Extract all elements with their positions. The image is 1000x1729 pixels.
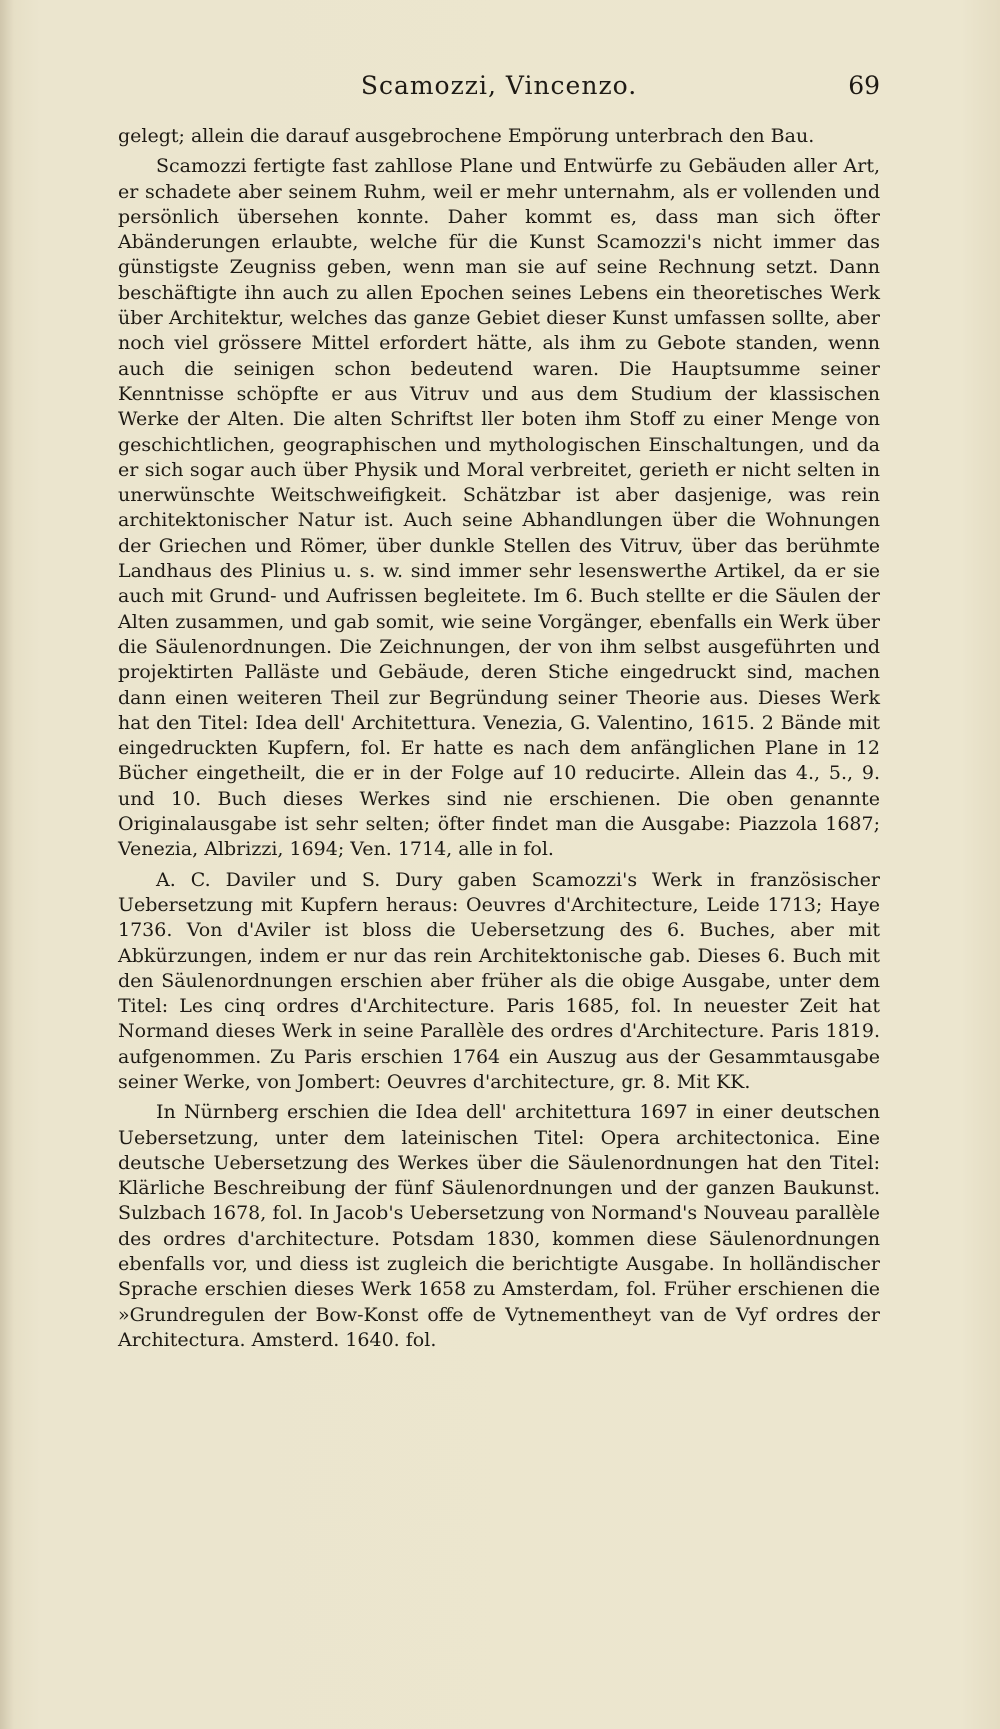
body-text <box>118 124 880 1358</box>
page-number: 69 <box>848 71 880 100</box>
paragraph-scamozzi-works: Scamozzi fertigte fast zahllose Plane und Entwürfe zu Gebäuden aller Art, er schadete aber seinem Ruhm, weil er mehr unternahm, als er vollenden und persönlich übersehen konnte. Daher kommt es, dass man sich öfter Abänderungen erlaubte, welche für die Kunst Scamozzi's nicht immer das günstigste Zeugniss geben, wenn man sie auf seine Rechnung setzt. Dann beschäftigte ihn auch zu allen Epochen seines Lebens ein theoretisches Werk über Architektur, welches das ganze Gebiet dieser Kunst umfassen sollte, aber noch viel grössere Mittel erfordert hätte, als ihm zu Gebote standen, wenn auch die seinigen schon bedeutend waren. Die Hauptsumme seiner Kenntnisse schöpfte er aus Vitruv und aus dem Studium der klassischen Werke der Alten. Die alten Schriftst ller boten ihm Stoff zu einer Menge von geschichtlichen, geographischen und mythologischen Einschaltungen, und da er sich sogar auch über Physik und Moral verbreitet, gerieth er nicht selten in unerwünschte Weitschweifigkeit. Schätzbar ist aber dasjenige, was rein architektonischer Natur ist. Auch seine Abhandlungen über die Wohnungen der Griechen und Römer, über dunkle Stellen des Vitruv, über das berühmte Landhaus des Plinius u. s. w. sind immer sehr lesenswerthe Artikel, da er sie auch mit Grund- und Aufrissen begleitete. Im 6. Buch stellte er die Säulen der Alten zusammen, und gab somit, wie seine Vorgänger, ebenfalls ein Werk über die Säulenordnungen. Die Zeichnungen, der von ihm selbst ausgeführten und projektirten Palläste und Gebäude, deren Stiche eingedruckt sind, machen dann einen weiteren Theil zur Begründung seiner Theorie aus. Dieses Werk hat den Titel: Idea dell' Architettura. Venezia, G. Valentino, 1615. 2 Bände mit eingedruckten Kupfern, fol. Er hatte es nach dem anfänglichen Plane in 12 Bücher eingetheilt, die er in der Folge auf 10 reducirte. Allein das 4., 5., 9. und 10. Buch dieses Werkes sind nie erschienen. Die oben genannte Originalausgabe ist sehr selten; öfter findet man die Ausgabe: Piazzola 1687; Venezia, Albrizzi, 1694; Ven. 1714, alle in fol. <box>118 155 880 861</box>
paragraph-german-dutch-editions: In Nürnberg erschien die Idea dell' architettura 1697 in einer deutschen Uebersetzung, unter dem lateinischen Titel: Opera architectonica. Eine deutsche Uebersetzung des Werkes über die Säulenordnungen hat den Titel: Klärliche Beschreibung der fünf Säulenordnungen und der ganzen Baukunst. Sulzbach 1678, fol. In Jacob's Uebersetzung von Normand's Nouveau parallèle des ordres d'architecture. Potsdam 1830, kommen diese Säulenordnungen ebenfalls vor, und diess ist zugleich die berichtigte Ausgabe. In holländischer Sprache erschien dieses Werk 1658 zu Amsterdam, fol. Früher erschienen die »Grundregulen der Bow-Konst offe de Vytnementheyt van de Vyf ordres der Architectura. Amsterd. 1640. fol. <box>118 1101 880 1351</box>
paragraph-continuation: gelegt; allein die darauf ausgebrochene Empörung unterbrach den Bau. <box>118 125 815 147</box>
page-header <box>118 64 880 108</box>
running-head: Scamozzi, Vincenzo. <box>360 71 638 100</box>
paragraph-french-translation: A. C. Daviler und S. Dury gaben Scamozzi's Werk in französischer Uebersetzung mit Kupfern heraus: Oeuvres d'Architecture, Leide 1713; Haye 1736. Von d'Aviler ist bloss die Uebersetzung des 6. Buches, aber mit Abkürzungen, indem er nur das rein Architektonische gab. Dieses 6. Buch mit den Säulenordnungen erschien aber früher als die obige Ausgabe, unter dem Titel: Les cinq ordres d'Architecture. Paris 1685, fol. In neuester Zeit hat Normand dieses Werk in seine Parallèle des ordres d'Architecture. Paris 1819. aufgenommen. Zu Paris erschien 1764 ein Auszug aus der Gesammtausgabe seiner Werke, von Jombert: Oeuvres d'architecture, gr. 8. Mit KK. <box>118 868 880 1093</box>
